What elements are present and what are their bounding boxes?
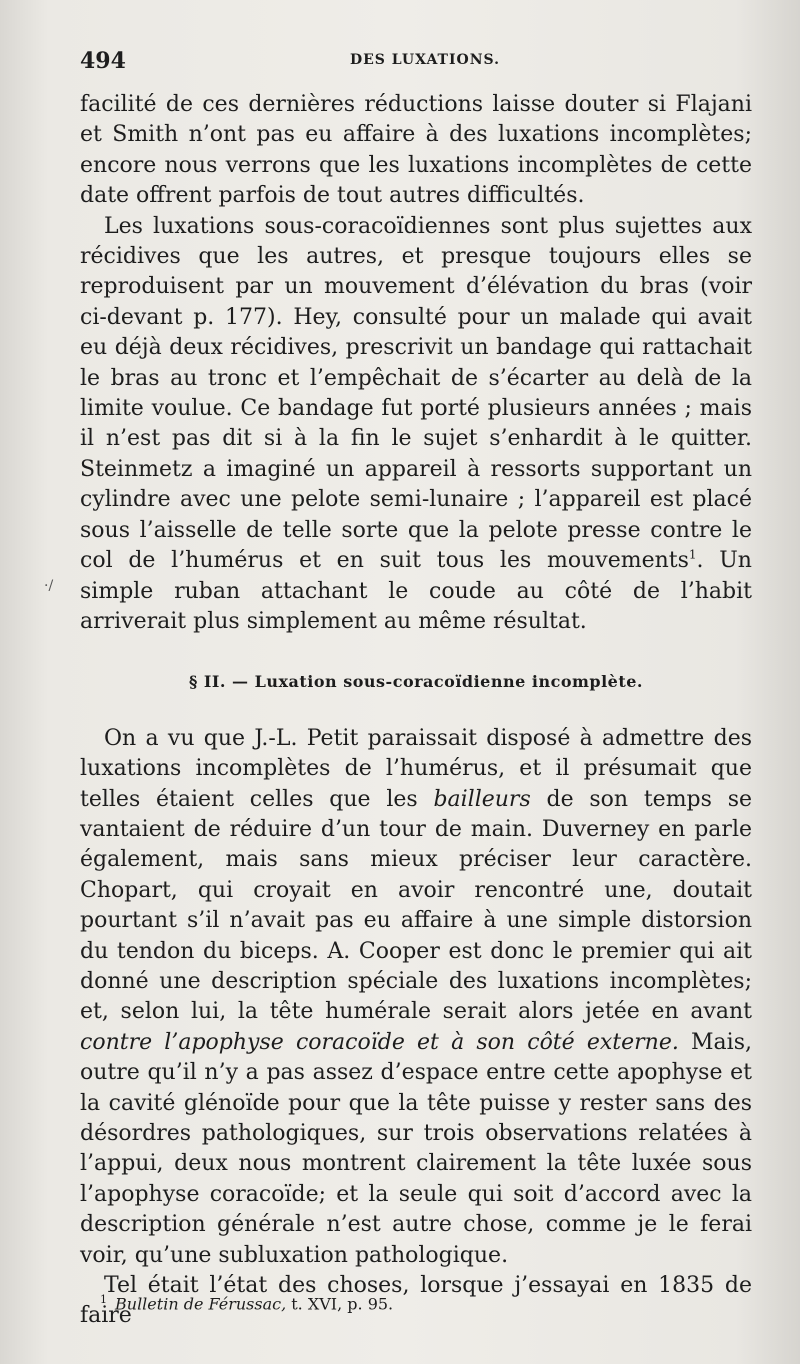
footnote [100,1293,700,1313]
page-number: 494 [80,48,126,74]
body-text [80,90,752,1332]
paragraph-1: facilité de ces dernières réductions laisse douter si Flajani et Smith n’ont pas eu affaire à des luxations incomplètes; encore nous verrons que les luxations incomplètes de cette date offrent parfois de tout autres difficultés. [80,92,752,209]
paragraph-3 [80,724,752,1271]
italic-bailleurs: bailleurs [433,786,531,812]
page-header [80,48,752,78]
footnote-number: 1 [100,1293,107,1306]
paragraph-3-part-a: On a vu que J.-L. Petit paraissait disposé à admettre des luxations incomplètes de l’humérus, et il présumait que telles étaient celles que les [80,725,752,812]
italic-quote: contre l’apophyse coracoïde et à son côté externe. [80,1029,679,1055]
footnote-rest: t. XVI, p. 95. [286,1294,394,1314]
paragraph-3-part-e: Mais, outre qu’il n’y a pas assez d’espace entre cette apophyse et la cavité glénoïde pour que la tête puisse y rester sans des désordres pathologiques, sur trois observations relatées à l’appui, deux nous montrent clairement la tête luxée sous l’apophyse coracoïde; et la seule qui soit d’accord avec la description générale n’est autre chose, comme je le ferai voir, qu’une subluxation pathologique. [80,1029,752,1268]
paragraph-4: Tel était l’état des choses, lorsque j’essayai en 1835 de faire [80,1273,752,1329]
paragraph-2-text: Les luxations sous-coracoïdiennes sont plus sujettes aux récidives que les autres, et presque toujours elles se reproduisent par un mouvement d’élévation du bras (voir ci-devant p. 177). Hey, consulté pour un malade qui avait eu déjà deux récidives, prescrivit un bandage qui rattachait le bras au tronc et l’empêchait de s’écarter au delà de la limite voulue. Ce bandage fut porté plusieurs années ; mais il n’est pas dit si à la fin le sujet s’enhardit à le quitter. Steinmetz a imaginé un appareil à ressorts supportant un cylindre avec une pelote semi-lunaire ; l’appareil est placé sous l’aisselle de telle sorte que la pelote presse contre le col de l’humérus et en suit tous les mouvements [80,213,752,574]
running-head: DES LUXATIONS. [350,52,500,68]
footnote-title: Bulletin de Férussac, [115,1294,287,1314]
margin-mark: ·/ [44,578,54,594]
paragraph-2: Les luxations sous-coracoïdiennes sont plus sujettes aux récidives que les autres, et presque toujours elles se reproduisent par un mouvement d’élévation du bras (voir ci-devant p. 177). Hey, consulté pour un malade qui avait eu déjà deux récidives, prescrivit un bandage qui rattachait le bras au tronc et l’empêchait de s’écarter au delà de la limite voulue. Ce bandage fut porté plusieurs années ; mais il n’est pas dit si à la fin le sujet s’enhardit à le quitter. Steinmetz a imaginé un appareil à ressorts supportant un cylindre avec une pelote semi-lunaire ; l’appareil est placé sous l’aisselle de telle sorte que la pelote presse contre le col de l’humérus et en suit tous les mouvements$^1$. Un simple ruban attachant le coude au côté de l’habit arriverait plus simplement au même résultat. [80,213,752,634]
paragraph-3-part-c: de son temps se vantaient de réduire d’un tour de main. Duverney en parle également, mais sans mieux préciser leur caractère. Chopart, qui croyait en avoir rencontré une, doutait pourtant s’il n’avait pas eu affaire à une simple distorsion du tendon du biceps. A. Cooper est donc le premier qui ait donné une description spéciale des luxations incomplètes; et, selon lui, la tête humérale serait alors jetée en avant [80,786,753,1025]
paragraph-2-end: Un simple ruban attachant le coude au côté de l’habit arriverait plus simplement au même résultat. [80,548,752,634]
section-heading: § II. — Luxation sous-coracoïdienne incomplète. [188,672,643,692]
footnote-ref: 1 [688,547,697,562]
